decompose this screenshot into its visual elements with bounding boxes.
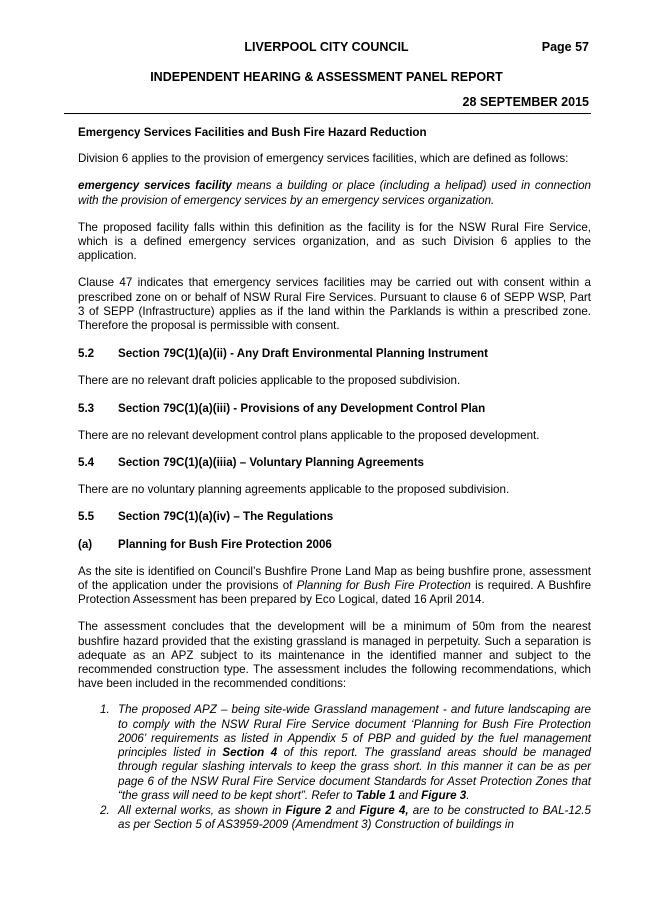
section-number: 5.4 [78, 456, 95, 470]
report-date: 28 SEPTEMBER 2015 [462, 95, 589, 109]
section-title: Section 79C(1)(a)(ii) - Any Draft Environmental Planning Instrument [118, 347, 488, 361]
subsection-number: (a) [78, 537, 93, 551]
list-item [78, 804, 591, 832]
subsection-a-heading [78, 538, 591, 552]
text-run: and [395, 788, 422, 802]
section-5-4-text: There are no voluntary planning agreements applicable to the proposed subdivision. [78, 483, 510, 497]
text-run: and [331, 803, 360, 817]
bold-ref: Figure 4, [359, 803, 409, 817]
paragraph-proposed-facility: The proposed facility falls within this definition as the facility is for the NSW Rural Fire Service, which is a defined emergency services organization, and as such Division 6 applies to the application. [78, 220, 591, 263]
list-item [78, 703, 591, 802]
paragraph-assessment: The assessment concludes that the development will be a minimum of 50m from the nearest bushfire hazard provided that the existing grassland is managed in perpetuity. Such a separation is adequate as an APZ subject to its maintenance in the identified manner and subject to the recommended construction type. The assessment includes the following recommendations, which have been included in the recommended conditions: [78, 620, 591, 691]
council-name: LIVERPOOL CITY COUNCIL [244, 40, 409, 54]
definition-term: emergency services facility [78, 179, 232, 193]
text-run: All external works, as shown in [118, 803, 286, 817]
report-body [78, 126, 591, 832]
bold-ref: Figure 3 [421, 788, 467, 802]
text-run: . [466, 788, 470, 802]
report-title: INDEPENDENT HEARING & ASSESSMENT PANEL REPORT [150, 70, 503, 84]
text-run: of this report. The grassland areas should be managed through regular slashing intervals to keep the grass short. In this manner it can be as per page 6 of the NSW Rural Fire Service document Standards for Asset Protection Zones that “the grass will need to be kept short”. Refer to [118, 746, 591, 802]
heading-emergency-services: Emergency Services Facilities and Bush Fire Hazard Reduction [78, 126, 427, 139]
text-run: As the site is identified on Council’s Bushfire Prone Land Map as being bushfire prone, assessment of the application under the provisions of [78, 564, 591, 593]
list-number: 1. [100, 703, 110, 717]
definition-paragraph [78, 179, 591, 207]
section-5-3-heading [78, 402, 591, 416]
section-title: Section 79C(1)(a)(iv) – The Regulations [118, 510, 334, 524]
paragraph-site-bushfire [78, 565, 591, 608]
section-5-4-heading [78, 456, 591, 470]
bold-ref: Figure 2 [285, 803, 332, 817]
header-divider [64, 113, 591, 114]
text-run: are to be constructed to BAL-12.5 as per Section 5 of AS3959-2009 (Amendment 3) Construction of buildings in [118, 803, 591, 832]
paragraph-division-6: Division 6 applies to the provision of emergency services facilities, which are defined as follows: [78, 152, 569, 166]
page-number: Page 57 [541, 40, 589, 54]
paragraph-clause-47: Clause 47 indicates that emergency services facilities may be carried out with consent within a prescribed zone on or behalf of NSW Rural Fire Services. Pursuant to clause 6 of SEPP WSP, Part 3 of SEPP (Infrastructure) applies as if the land within the Parklands is within a prescribed zone. Therefore the proposal is permissible with consent. [78, 276, 591, 333]
section-5-3-text: There are no relevant development control plans applicable to the proposed development. [78, 428, 540, 442]
section-number: 5.5 [78, 510, 95, 524]
section-5-2-text: There are no relevant draft policies applicable to the proposed subdivision. [78, 374, 461, 388]
section-number: 5.3 [78, 401, 95, 415]
recommendations-list [78, 703, 591, 832]
text-run: The proposed APZ – being site-wide Grassland management - and future landscaping are to comply with the NSW Rural Fire Service document ‘Planning for Bush Fire Protection 2006’ requirements as listed in Appendix 5 of PBP and guided by the fuel management principles listed in [118, 703, 591, 760]
bold-ref: Section 4 [222, 746, 278, 760]
section-title: Section 79C(1)(a)(iii) - Provisions of any Development Control Plan [118, 401, 486, 415]
section-5-5-heading [78, 510, 591, 524]
section-title: Section 79C(1)(a)(iiia) – Voluntary Planning Agreements [118, 456, 425, 470]
policy-name: Planning for Bush Fire Protection [296, 579, 471, 593]
list-number: 2. [100, 803, 110, 817]
text-run: is required. A Bushfire Protection Assessment has been prepared by Eco Logical, dated 16 April 2014. [78, 579, 592, 607]
section-number: 5.2 [78, 347, 95, 361]
bold-ref: Table 1 [355, 788, 396, 802]
section-5-2-heading [78, 347, 591, 361]
definition-text: means a building or place (including a helipad) used in connection with the provision of emergency services by an emergency services organization. [78, 179, 591, 207]
subsection-title: Planning for Bush Fire Protection 2006 [118, 537, 332, 551]
